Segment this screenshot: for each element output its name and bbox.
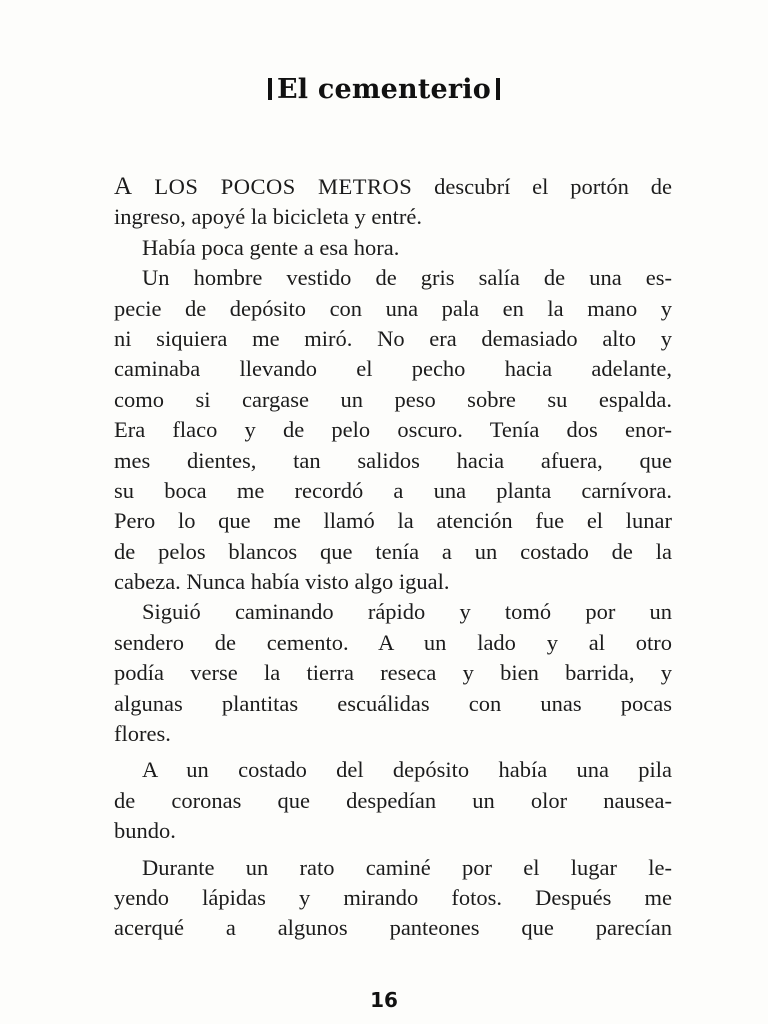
text-line: ni siquiera me miró. No era demasiado alto y [114, 325, 672, 351]
text-line: Había poca gente a esa hora. [142, 234, 400, 260]
text-line: yendo lápidas y mirando fotos. Después me [114, 884, 672, 910]
text-line: su boca me recordó a una planta carnívora. [114, 477, 672, 503]
body-text [114, 172, 672, 944]
text-line-opening [114, 172, 672, 202]
text-line: caminaba llevando el pecho hacia adelante, [114, 356, 672, 382]
text-line: Un hombre vestido de gris salía de una es- [142, 265, 672, 291]
chapter-title [0, 74, 768, 105]
text-line: podía verse la tierra reseca y bien barrida, y [114, 660, 672, 686]
text-line: Durante un rato caminé por el lugar le- [142, 854, 672, 880]
title-bar-left [268, 78, 272, 100]
page-number: 16 [370, 988, 398, 1012]
opening-dropcap: A [114, 173, 133, 200]
chapter-title-text: El cementerio [277, 74, 491, 105]
text-line: de coronas que despedían un olor nausea- [114, 787, 672, 813]
text-line: pecie de depósito con una pala en la mano y [114, 295, 672, 321]
text-line: de pelos blancos que tenía a un costado de la [114, 538, 672, 564]
text-line: Siguió caminando rápido y tomó por un [142, 599, 672, 625]
text-line: Pero lo que me llamó la atención fue el lunar [114, 508, 672, 534]
text-line: bundo. [114, 818, 176, 844]
text-line: mes dientes, tan salidos hacia afuera, que [114, 447, 672, 473]
text-line: cabeza. Nunca había visto algo igual. [114, 569, 450, 595]
text-line: algunas plantitas escuálidas con unas pocas [114, 690, 672, 716]
text-line: como si cargase un peso sobre su espalda. [114, 386, 672, 412]
text-line: flores. [114, 721, 171, 747]
opening-smallcaps: LOS POCOS METROS [132, 174, 413, 199]
text-line: ingreso, apoyé la bicicleta y entré. [114, 204, 422, 230]
text-line: sendero de cemento. A un lado y al otro [114, 629, 672, 655]
text-line: A un costado del depósito había una pila [142, 757, 672, 783]
title-bar-right [496, 78, 500, 100]
text-line: acerqué a algunos panteones que parecían [114, 915, 672, 941]
opening-rest: descubrí el portón de [412, 174, 672, 199]
text-line: Era flaco y de pelo oscuro. Tenía dos enor- [114, 417, 672, 443]
